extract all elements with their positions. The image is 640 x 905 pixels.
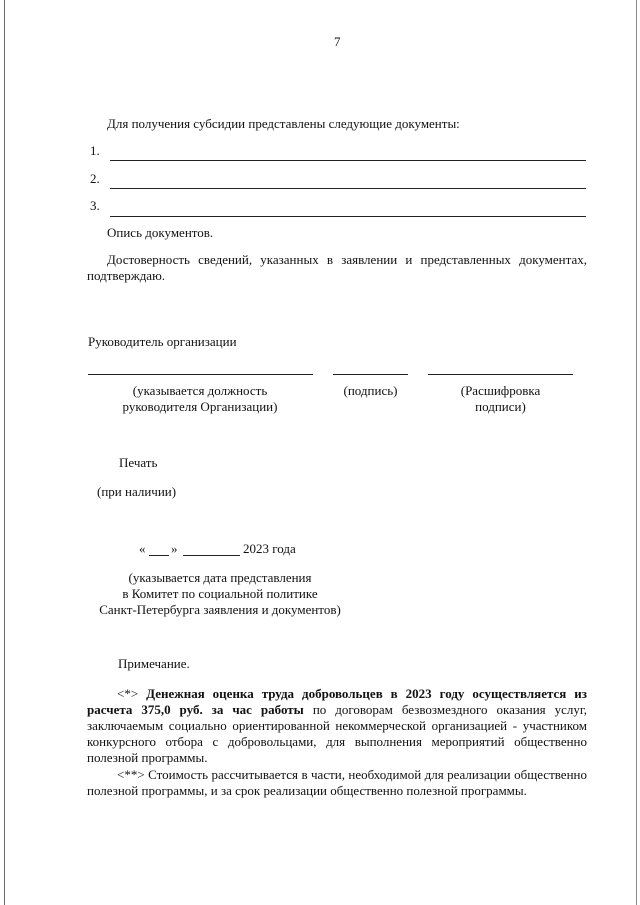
decode-caption-1: (Расшифровка bbox=[460, 383, 541, 398]
page-edge-right bbox=[636, 0, 637, 905]
inventory-text: Опись документов. bbox=[107, 225, 214, 240]
position-signature-line bbox=[88, 374, 313, 375]
date-day-line bbox=[149, 555, 169, 556]
note-title: Примечание. bbox=[118, 656, 190, 671]
date-month-line bbox=[183, 555, 240, 556]
date-quote-open: « bbox=[139, 541, 146, 556]
intro-text: Для получения субсидии представлены следующие документы: bbox=[107, 116, 460, 131]
sign-line bbox=[333, 374, 408, 375]
page-edge-left bbox=[4, 0, 5, 905]
footnote-1-bold: Денежная оценка труда добровольцев в 2023 году осуществляется из расчета 375,0 руб. за час работы bbox=[87, 686, 587, 717]
page-number: 7 bbox=[334, 34, 341, 49]
doc-item-number: 2. bbox=[90, 171, 100, 186]
sign-caption: (подпись) bbox=[343, 383, 398, 398]
date-year-text: 2023 года bbox=[243, 541, 296, 556]
footnote-2-text: Стоимость рассчитывается в части, необходимой для реализации общественно полезной программы, и за срок реализации общественно полезной программы. bbox=[87, 767, 587, 798]
footnote-1-rest: по договорам безвозмездного оказания услуг, заключаемым социально ориентированной некоммерческой организацией - участником конкурсного отбора с добровольцами, для выполнения мероприятий общественно полезной программы. bbox=[87, 702, 587, 765]
decode-caption-2: подписи) bbox=[475, 399, 526, 414]
footnote-2-marker: <**> bbox=[117, 767, 145, 782]
doc-item-line bbox=[110, 216, 586, 217]
doc-item-line bbox=[110, 188, 586, 189]
head-label: Руководитель организации bbox=[88, 334, 237, 349]
stamp-label: Печать bbox=[119, 455, 158, 470]
date-note-1: (указывается дата представления bbox=[128, 570, 312, 585]
footnote-1-marker: <*> bbox=[117, 686, 139, 701]
date-note-3: Санкт-Петербурга заявления и документов) bbox=[99, 602, 341, 617]
decode-line bbox=[428, 374, 573, 375]
doc-item-line bbox=[110, 160, 586, 161]
footnote-1 bbox=[87, 686, 587, 766]
date-note-2: в Комитет по социальной политике bbox=[122, 586, 318, 601]
position-caption-2: руководителя Организации) bbox=[122, 399, 278, 414]
position-caption-1: (указывается должность bbox=[132, 383, 268, 398]
stamp-note: (при наличии) bbox=[97, 484, 177, 499]
confirm-text: Достоверность сведений, указанных в заявлении и представленных документах, подтверждаю. bbox=[87, 252, 587, 283]
footnote-2 bbox=[87, 767, 587, 799]
doc-item-number: 3. bbox=[90, 198, 100, 213]
date-quote-close: » bbox=[171, 541, 178, 556]
doc-item-number: 1. bbox=[90, 143, 100, 158]
